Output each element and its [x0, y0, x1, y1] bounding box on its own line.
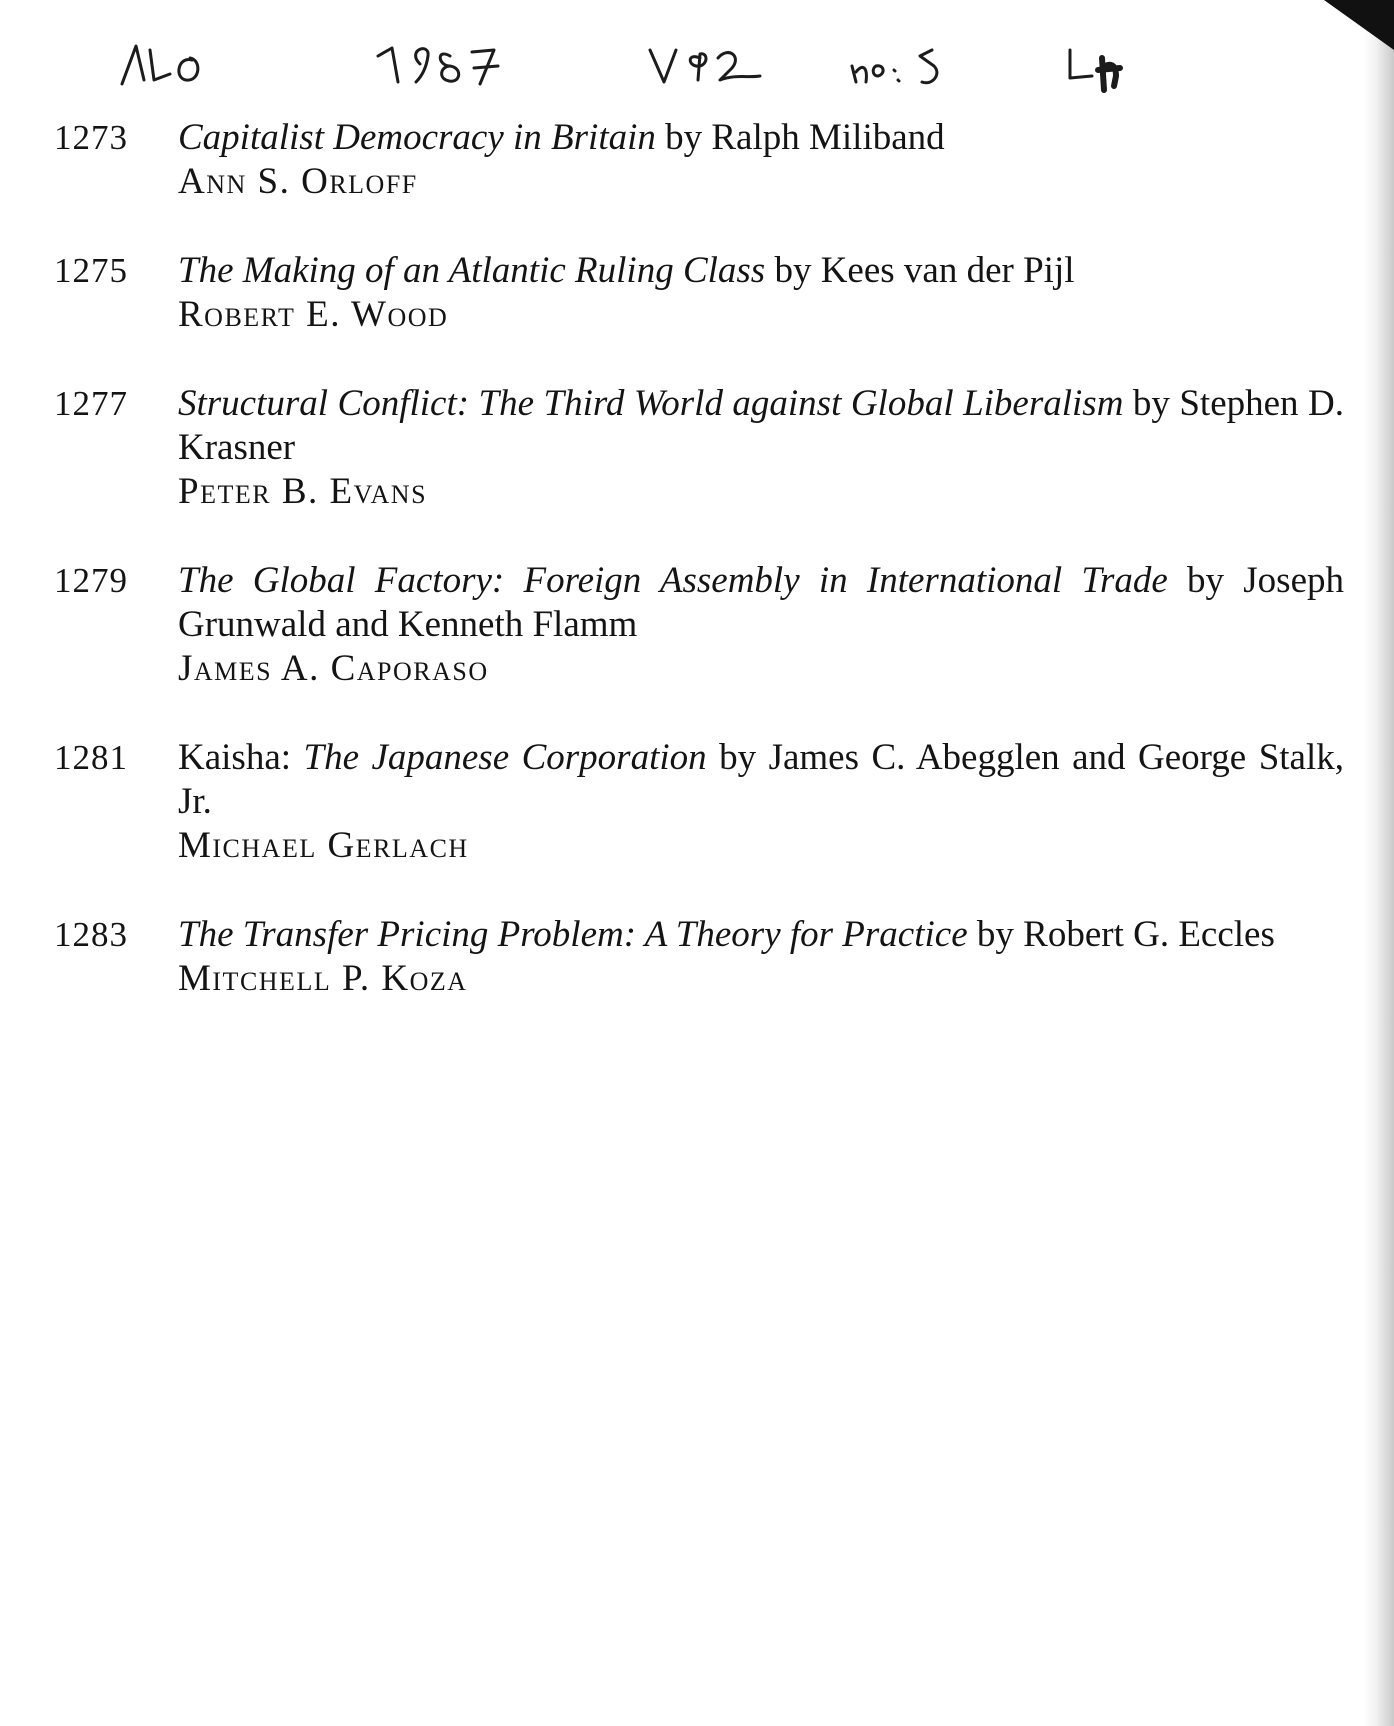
entry-citation [178, 913, 1344, 957]
entry-citation [178, 382, 1344, 470]
entry-body [178, 913, 1344, 1001]
entry-book-title: Capitalist Democracy in Britain [178, 117, 656, 158]
entry-page-number: 1279 [54, 561, 128, 600]
entry-citation [178, 736, 1344, 824]
review-contents-list [54, 116, 1344, 1046]
entry-page-number: 1273 [54, 118, 128, 157]
entry-body [178, 736, 1344, 868]
entry-reviewer: Peter B. Evans [178, 471, 428, 512]
entry-reviewer: Mitchell P. Koza [178, 958, 468, 999]
entry-citation [178, 249, 1344, 293]
review-entry [54, 116, 1344, 204]
entry-book-title: The Japanese Corporation [303, 737, 707, 778]
review-entry [54, 913, 1344, 1001]
entry-book-author: by Ralph Miliband [655, 117, 945, 158]
entry-book-title: Structural Conflict: The Third World against Global Liberalism [178, 383, 1124, 424]
entry-reviewer: James A. Caporaso [178, 648, 489, 689]
entry-book-author: by James C. Abegglen and George Stalk, Jr. [178, 737, 1345, 822]
review-entry [54, 249, 1344, 337]
entry-book-title: The Global Factory: Foreign Assembly in International Trade [178, 560, 1168, 601]
entry-book-author: by Kees van der Pijl [765, 250, 1075, 291]
entry-page-number: 1277 [54, 384, 128, 423]
entry-page-number: 1275 [54, 251, 128, 290]
entry-page-number: 1283 [54, 915, 128, 954]
entry-body [178, 116, 1344, 204]
entry-reviewer: Ann S. Orloff [178, 161, 418, 202]
entry-book-author: by Joseph Grunwald and Kenneth Flamm [178, 560, 1344, 645]
page-edge-shadow [1364, 0, 1394, 1726]
entry-citation [178, 559, 1344, 647]
entry-body [178, 382, 1344, 514]
entry-title-prefix: Kaisha: [178, 737, 304, 778]
review-entry [54, 382, 1344, 514]
handwritten-annotation [120, 34, 1270, 114]
entry-citation [178, 116, 1344, 160]
entry-book-title: The Making of an Atlantic Ruling Class [178, 250, 766, 291]
entry-book-author: by Robert G. Eccles [967, 914, 1275, 955]
entry-body [178, 249, 1344, 337]
entry-body [178, 559, 1344, 691]
entry-page-number: 1281 [54, 738, 128, 777]
review-entry [54, 559, 1344, 691]
entry-reviewer: Robert E. Wood [178, 294, 449, 335]
entry-book-author: by Stephen D. Krasner [178, 383, 1344, 468]
entry-book-title: The Transfer Pricing Problem: A Theory for Practice [178, 914, 968, 955]
entry-reviewer: Michael Gerlach [178, 825, 469, 866]
page-corner-shadow [1324, 0, 1394, 50]
review-entry [54, 736, 1344, 868]
